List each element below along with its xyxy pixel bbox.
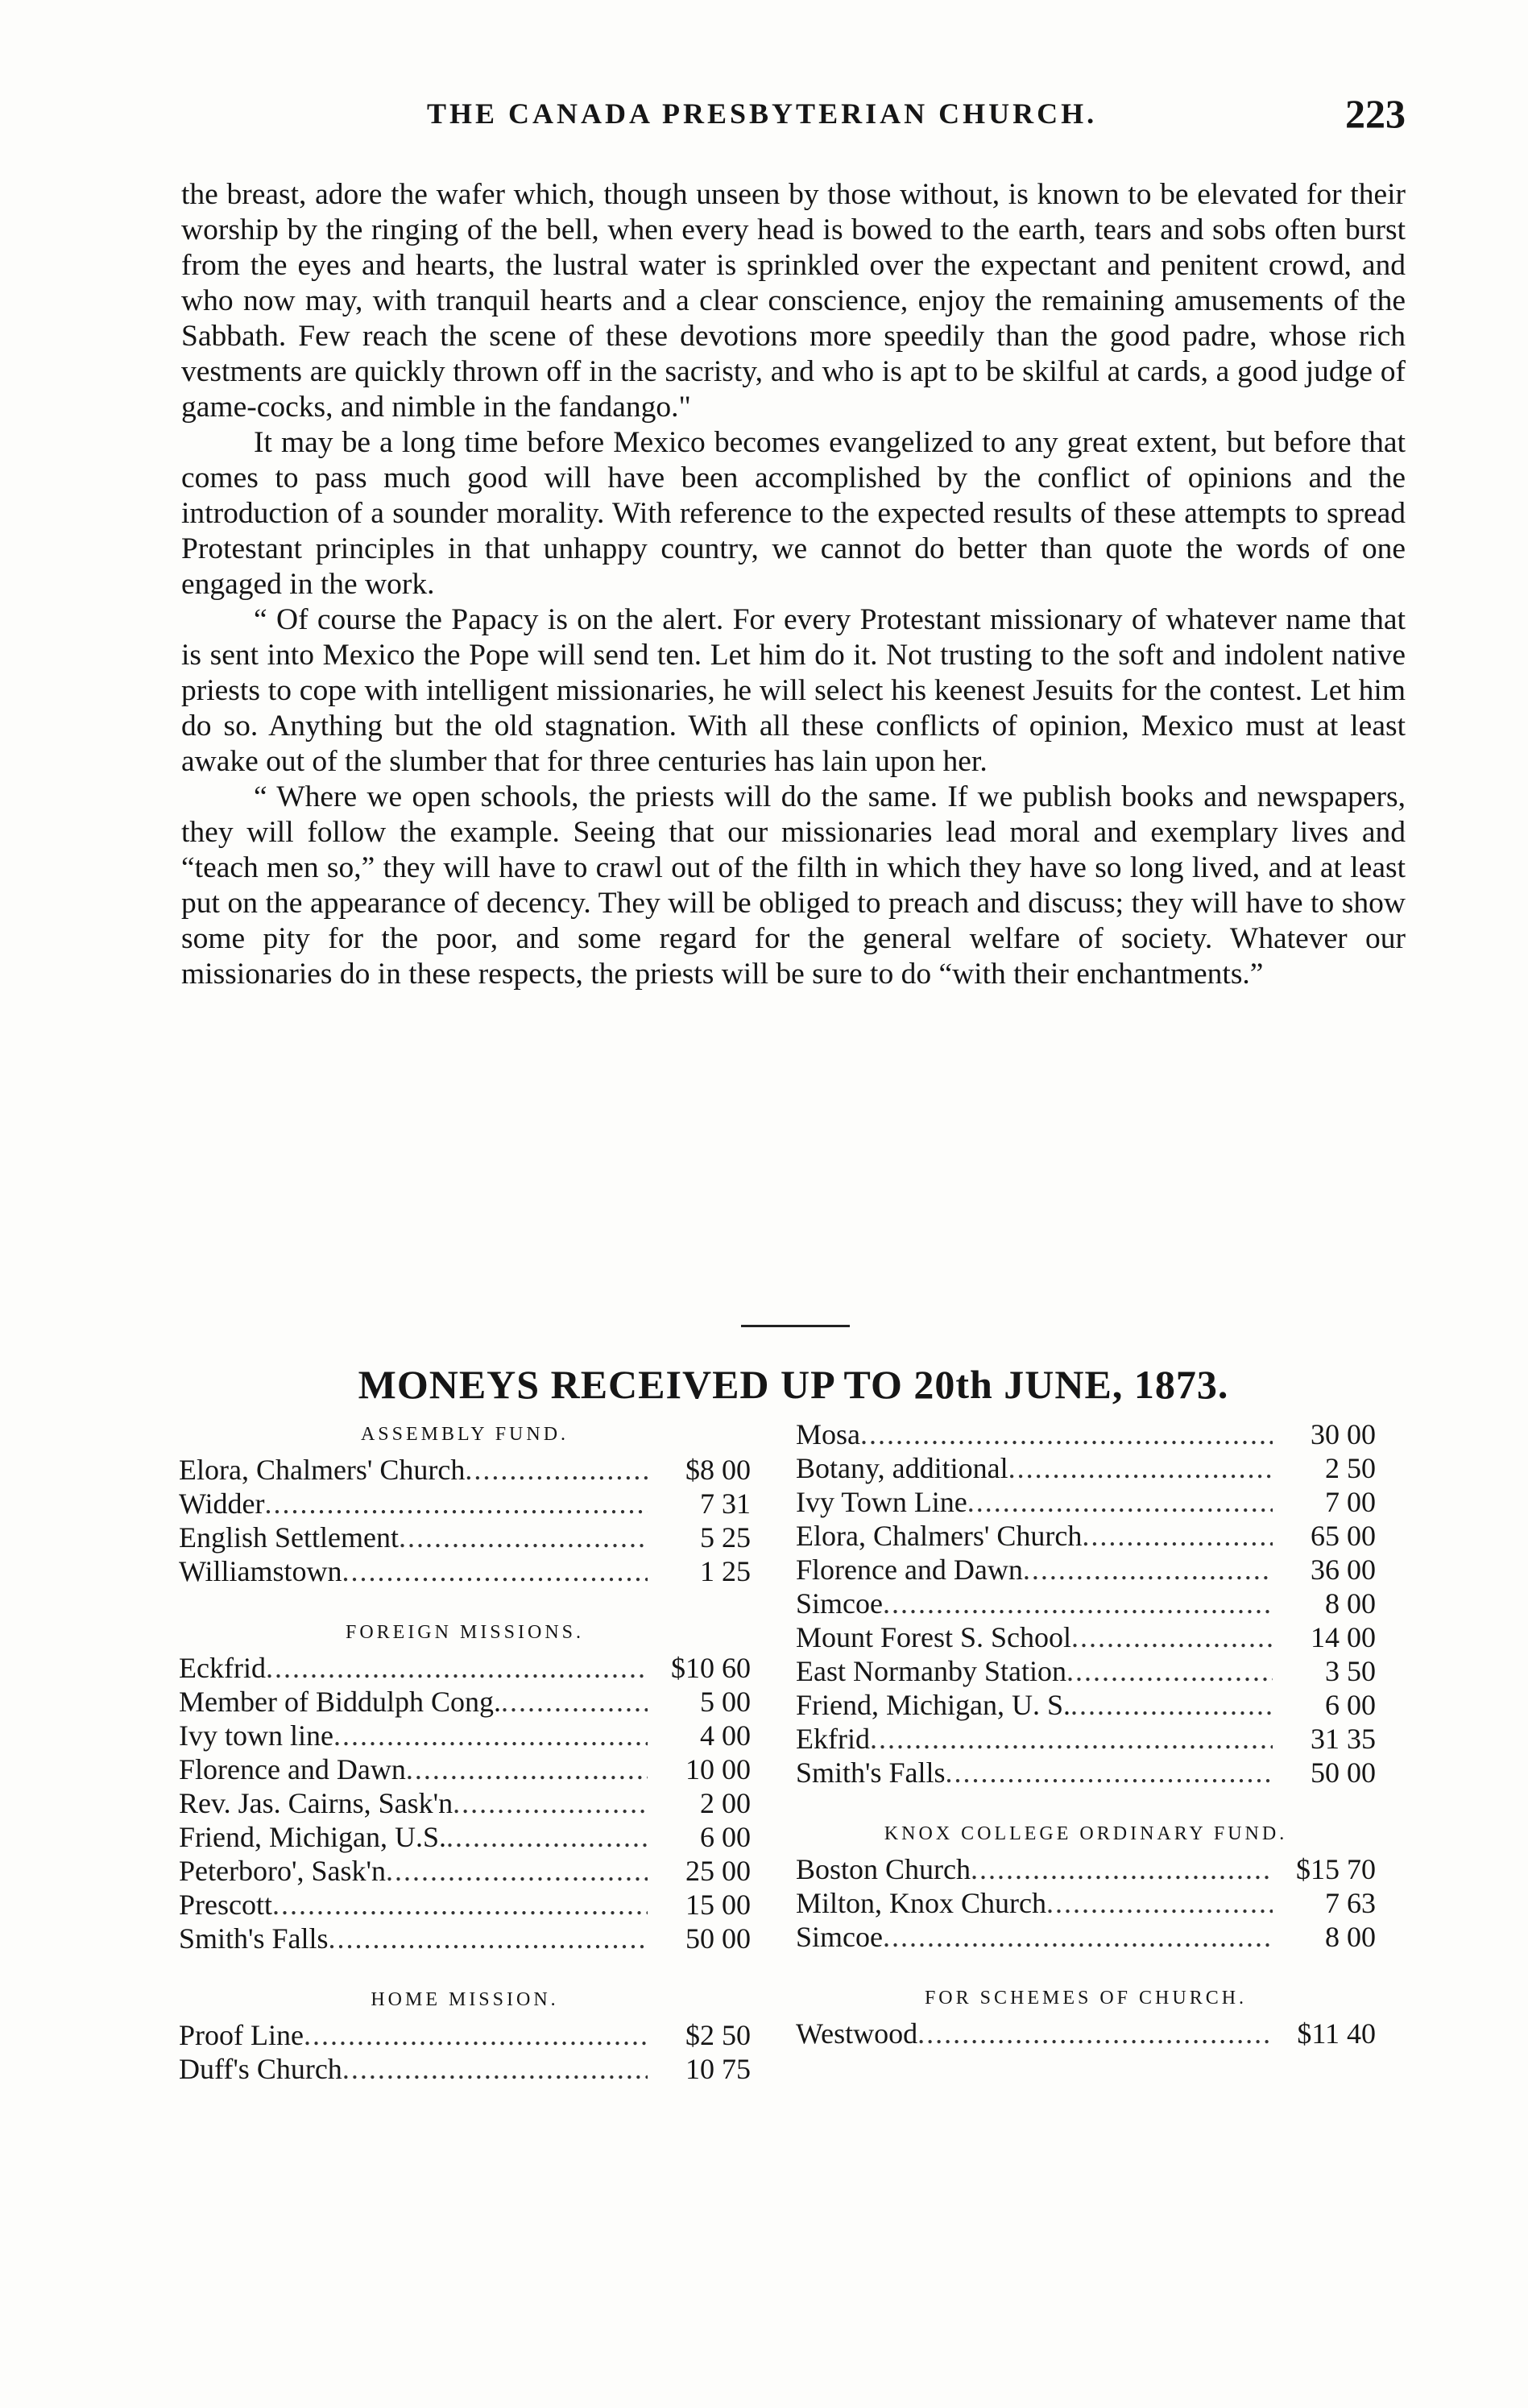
- ledger-amount: 6 00: [700, 1821, 751, 1853]
- ledger-name: Ivy Town Line: [796, 1486, 967, 1518]
- leader-dots: [860, 1417, 1273, 1451]
- leader-dots: [1066, 1654, 1273, 1688]
- paragraph: the breast, adore the wafer which, though unseen by those without, is known to be elevated for their worship by the ringing of the bell, when every head is bowed to the earth, tears and sobs often burst from the eyes and hearts, the lustral water is sprinkled over the expectant and penitent crowd, and who now may, with tranquil hearts and a clear conscience, enjoy the remaining amusements of the Sabbath. Few reach the scene of these devotions more speedily than the good padre, whose rich vestments are quickly thrown off in the sacristy, and who is apt to be skilful at cards, a good judge of game-cocks, and nimble in the fandango.": [181, 178, 1406, 424]
- ledger-row: [179, 1719, 751, 1752]
- ledger-row: [796, 1587, 1376, 1620]
- ledger-row: [796, 1519, 1376, 1553]
- ledger-row: [179, 2018, 751, 2052]
- foreign-missions-continued-list: [796, 1417, 1376, 1789]
- ledger-row: [179, 2052, 751, 2086]
- ledger-name: Mount Forest S. School: [796, 1621, 1072, 1653]
- ledger-amount: 65 00: [1311, 1520, 1376, 1552]
- ledger-name: Eckfrid: [179, 1652, 266, 1684]
- ledger-name: Ivy town line: [179, 1719, 333, 1752]
- assembly-fund-title: ASSEMBLY FUND.: [360, 1424, 569, 1445]
- ledger-amount: 5 25: [700, 1521, 751, 1554]
- leader-dots: [333, 1719, 648, 1752]
- ledger-amount: $8 00: [685, 1454, 751, 1486]
- ledger-amount: 15 00: [685, 1889, 751, 1921]
- ledger-amount: 25 00: [685, 1855, 751, 1887]
- ledger-amount: 10 00: [685, 1753, 751, 1785]
- ledger-name: Simcoe: [796, 1587, 883, 1620]
- ledger-amount: 3 50: [1325, 1655, 1376, 1687]
- ledger-name: Elora, Chalmers' Church: [179, 1454, 466, 1486]
- foreign-missions-list: [179, 1651, 751, 1955]
- ledger-name: Widder: [179, 1487, 265, 1520]
- leader-dots: [272, 1888, 648, 1922]
- ledger-name: English Settlement: [179, 1521, 399, 1554]
- ledger-amount: 2 50: [1325, 1452, 1376, 1484]
- knox-college-fund-title: KNOX COLLEGE ORDINARY FUND.: [884, 1823, 1288, 1844]
- home-mission-title: HOME MISSION.: [371, 1989, 559, 2010]
- ledger-name: Elora, Chalmers' Church: [796, 1520, 1083, 1552]
- ledger-row: [179, 1453, 751, 1487]
- foreign-missions-title: FOREIGN MISSIONS.: [345, 1622, 585, 1643]
- ledger-row: [179, 1487, 751, 1521]
- section-divider: [741, 1325, 850, 1327]
- ledger-amount: 31 35: [1311, 1723, 1376, 1755]
- ledger-name: Botany, additional: [796, 1452, 1008, 1484]
- leader-dots: [1046, 1886, 1273, 1920]
- ledger-name: Proof Line: [179, 2019, 304, 2051]
- leader-dots: [1023, 1553, 1273, 1587]
- ledger-row: [179, 1685, 751, 1719]
- ledger-amount: $15 70: [1296, 1853, 1376, 1885]
- ledger-amount: $11 40: [1297, 2017, 1376, 2050]
- page-number: 223: [1345, 91, 1406, 136]
- ledger-row: [179, 1820, 751, 1854]
- assembly-fund-list: [179, 1453, 751, 1588]
- leader-dots: [917, 2017, 1273, 2050]
- ledger-amount: 7 31: [700, 1487, 751, 1520]
- ledger-amount: 8 00: [1325, 1587, 1376, 1620]
- schemes-of-church-title: FOR SCHEMES OF CHURCH.: [924, 1988, 1248, 2009]
- running-header: [185, 91, 1406, 161]
- ledger-row: [179, 1554, 751, 1588]
- ledger-name: Friend, Michigan, U.S.: [179, 1821, 446, 1853]
- ledger-name: Smith's Falls: [179, 1922, 329, 1955]
- leader-dots: [1070, 1688, 1273, 1722]
- schemes-of-church-list: [796, 2017, 1376, 2050]
- leader-dots: [329, 1922, 648, 1955]
- ledger-amount: $10 60: [671, 1652, 751, 1684]
- ledger-amount: 4 00: [700, 1719, 751, 1752]
- ledger-name: Ekfrid: [796, 1723, 870, 1755]
- ledger-amount: $2 50: [685, 2019, 751, 2051]
- ledger-amount: 1 25: [700, 1555, 751, 1587]
- ledger-row: [796, 1485, 1376, 1519]
- ledger-row: [179, 1521, 751, 1554]
- ledger-row: [796, 1451, 1376, 1485]
- ledger-name: Mosa: [796, 1418, 860, 1450]
- ledger-row: [796, 1417, 1376, 1451]
- ledger-row: [179, 1786, 751, 1820]
- ledger-amount: 50 00: [685, 1922, 751, 1955]
- leader-dots: [967, 1485, 1273, 1519]
- ledger-name: Milton, Knox Church: [796, 1887, 1046, 1919]
- ledger-row: [179, 1752, 751, 1786]
- leader-dots: [870, 1722, 1273, 1756]
- ledger-amount: 30 00: [1311, 1418, 1376, 1450]
- ledger-name: East Normanby Station: [796, 1655, 1066, 1687]
- ledger-amount: 50 00: [1311, 1756, 1376, 1789]
- leader-dots: [465, 1453, 648, 1487]
- ledger-row: [796, 2017, 1376, 2050]
- left-column: [179, 1417, 751, 2086]
- ledger-row: [796, 1688, 1376, 1722]
- ledger-row: [179, 1888, 751, 1922]
- leader-dots: [1008, 1451, 1273, 1485]
- ledger-amount: 6 00: [1325, 1689, 1376, 1721]
- home-mission-list: [179, 2018, 751, 2086]
- ledger-row: [796, 1654, 1376, 1688]
- ledger-amount: 7 00: [1325, 1486, 1376, 1518]
- leader-dots: [453, 1786, 648, 1820]
- ledger-name: Westwood: [796, 2017, 918, 2050]
- paragraph: “ Where we open schools, the priests will do the same. If we publish books and newspapers, they will follow the example. Seeing that our missionaries lead moral and exemplary lives and “teach men so,” they will have to crawl out of the filth in which they have so long lived, and at least put on the appearance of decency. They will be obliged to preach and discuss; they will have to show some pity for the poor, and some regard for the general welfare of society. Whatever our missionaries do in these respects, the priests will be sure to do “with their enchantments.”: [181, 780, 1406, 991]
- ledger-name: Duff's Church: [179, 2053, 342, 2085]
- ledger-row: [796, 1920, 1376, 1954]
- leader-dots: [946, 1756, 1273, 1789]
- ledger-amount: 14 00: [1311, 1621, 1376, 1653]
- leader-dots: [386, 1854, 648, 1888]
- paragraph: It may be a long time before Mexico becomes evangelized to any great extent, but before that comes to pass much good will have been accomplished by the conflict of opinions and the introduction of a sounder morality. With reference to the expected results of these attempts to spread Protestant principles in that unhappy country, we cannot do better than quote the words of one engaged in the work.: [181, 426, 1406, 601]
- ledger-row: [796, 1756, 1376, 1789]
- body-text: [181, 177, 1406, 992]
- leader-dots: [883, 1920, 1273, 1954]
- leader-dots: [342, 2052, 648, 2086]
- leader-dots: [501, 1685, 648, 1719]
- leader-dots: [1071, 1620, 1273, 1654]
- running-title: THE CANADA PRESBYTERIAN CHURCH.: [427, 97, 1098, 130]
- leader-dots: [1082, 1519, 1273, 1553]
- leader-dots: [266, 1651, 648, 1685]
- ledger-amount: 7 63: [1325, 1887, 1376, 1919]
- ledger-row: [179, 1651, 751, 1685]
- leader-dots: [399, 1521, 648, 1554]
- ledger-name: Rev. Jas. Cairns, Sask'n: [179, 1787, 453, 1819]
- leader-dots: [265, 1487, 648, 1521]
- ledger-amount: 5 00: [700, 1686, 751, 1718]
- ledger-name: Boston Church: [796, 1853, 971, 1885]
- leader-dots: [304, 2018, 648, 2052]
- leader-dots: [446, 1820, 648, 1854]
- ledger-row: [796, 1722, 1376, 1756]
- ledger-name: Friend, Michigan, U. S.: [796, 1689, 1070, 1721]
- right-column: [796, 1417, 1376, 2050]
- ledger-name: Prescott: [179, 1889, 272, 1921]
- ledger-name: Smith's Falls: [796, 1756, 946, 1789]
- ledger-row: [179, 1922, 751, 1955]
- paragraph: “ Of course the Papacy is on the alert. For every Protestant missionary of whatever name that is sent into Mexico the Pope will send ten. Let him do it. Not trusting to the soft and indolent native priests to cope with intelligent missionaries, he will select his keenest Jesuits for the contest. Let him do so. Anything but the old stagnation. With all these conflicts of opinion, Mexico must at least awake out of the slumber that for three centuries has lain upon her.: [181, 603, 1406, 778]
- ledger-row: [796, 1553, 1376, 1587]
- ledger-amount: 2 00: [700, 1787, 751, 1819]
- leader-dots: [342, 1554, 648, 1588]
- ledger-name: Peterboro', Sask'n: [179, 1855, 386, 1887]
- ledger-name: Florence and Dawn: [179, 1753, 406, 1785]
- ledger-row: [796, 1852, 1376, 1886]
- ledger-row: [796, 1886, 1376, 1920]
- ledger-name: Member of Biddulph Cong.: [179, 1686, 501, 1718]
- ledger-amount: 10 75: [685, 2053, 751, 2085]
- moneys-heading: MONEYS RECEIVED UP TO 20th JUNE, 1873.: [358, 1362, 1229, 1407]
- ledger-amount: 8 00: [1325, 1921, 1376, 1953]
- leader-dots: [406, 1752, 648, 1786]
- ledger-name: Simcoe: [796, 1921, 883, 1953]
- ledger-row: [796, 1620, 1376, 1654]
- ledger-name: Florence and Dawn: [796, 1554, 1023, 1586]
- ledger-name: Williamstown: [179, 1555, 342, 1587]
- leader-dots: [971, 1852, 1273, 1886]
- knox-college-fund-list: [796, 1852, 1376, 1954]
- ledger-amount: 36 00: [1311, 1554, 1376, 1586]
- ledger-row: [179, 1854, 751, 1888]
- leader-dots: [883, 1587, 1273, 1620]
